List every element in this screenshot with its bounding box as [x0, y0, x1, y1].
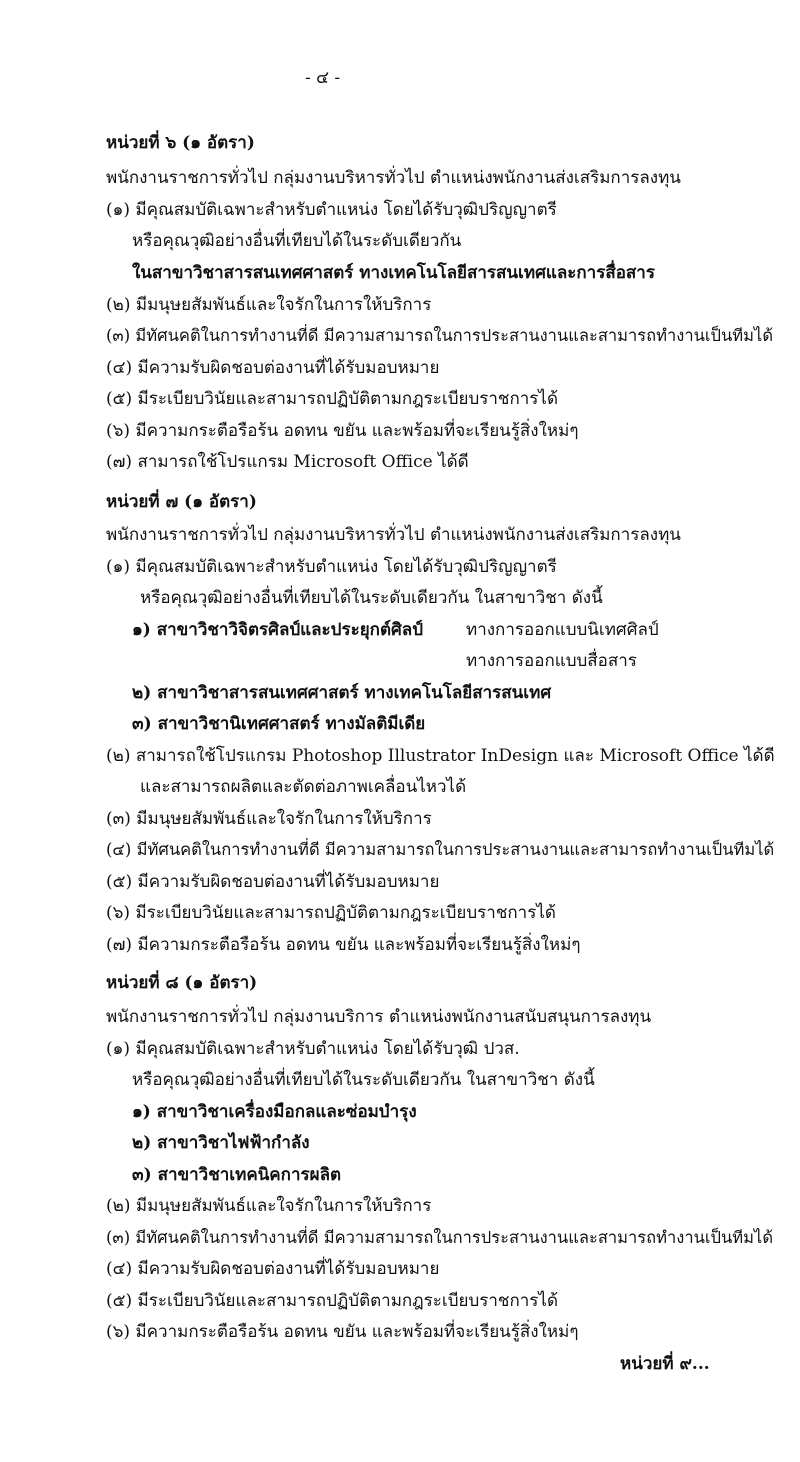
requirement-line: (๖) มีความกระตือรือร้น อดทน ขยัน และพร้อมที่จะเรียนรู้สิ่งใหม่ๆ [106, 1322, 579, 1342]
subject-line: ๓) สาขาวิชาเทคนิคการผลิต [132, 1165, 342, 1185]
section-heading: หน่วยที่ ๖ (๑ อัตรา) [106, 133, 255, 153]
requirement-line: (๖) มีระเบียบวินัยและสามารถปฏิบัติตามกฎระเบียบราชการได้ [106, 903, 556, 923]
requirement-line: หรือคุณวุฒิอย่างอื่นที่เทียบได้ในระดับเดียวกัน ในสาขาวิชา ดังนี้ [140, 588, 603, 608]
requirement-line: (๑) มีคุณสมบัติเฉพาะสำหรับตำแหน่ง โดยได้รับวุฒิปริญญาตรี [106, 200, 557, 220]
subject-line: ๑) สาขาวิชาวิจิตรศิลป์และประยุกต์ศิลป์ [132, 620, 424, 640]
section-heading: หน่วยที่ ๘ (๑ อัตรา) [106, 973, 258, 993]
requirement-line: หรือคุณวุฒิอย่างอื่นที่เทียบได้ในระดับเดียวกัน [132, 231, 462, 251]
requirement-line: (๗) มีความกระตือรือร้น อดทน ขยัน และพร้อมที่จะเรียนรู้สิ่งใหม่ๆ [106, 935, 581, 955]
position-line: พนักงานราชการทั่วไป กลุ่มงานบริการ ตำแหน่งพนักงานสนับสนุนการลงทุน [106, 1007, 652, 1027]
requirement-line: (๕) มีระเบียบวินัยและสามารถปฏิบัติตามกฎระเบียบราชการได้ [106, 389, 559, 409]
subject-track: ทางการออกแบบสื่อสาร [466, 651, 637, 671]
requirement-line: (๑) มีคุณสมบัติเฉพาะสำหรับตำแหน่ง โดยได้รับวุฒิ ปวส. [106, 1039, 520, 1059]
next-page-continuation: หน่วยที่ ๙... [620, 1354, 710, 1374]
requirement-line: (๕) มีระเบียบวินัยและสามารถปฏิบัติตามกฎระเบียบราชการได้ [106, 1291, 559, 1311]
position-line: พนักงานราชการทั่วไป กลุ่มงานบริหารทั่วไป ตำแหน่งพนักงานส่งเสริมการลงทุน [106, 168, 681, 188]
requirement-line: (๕) มีความรับผิดชอบต่องานที่ได้รับมอบหมาย [106, 872, 440, 892]
requirement-line: (๔) มีความรับผิดชอบต่องานที่ได้รับมอบหมาย [106, 358, 440, 378]
subject-track: ทางการออกแบบนิเทศศิลป์ [466, 620, 659, 640]
requirement-line: หรือคุณวุฒิอย่างอื่นที่เทียบได้ในระดับเดียวกัน ในสาขาวิชา ดังนี้ [132, 1070, 595, 1090]
section-heading: หน่วยที่ ๗ (๑ อัตรา) [106, 492, 257, 512]
subject-line: ๓) สาขาวิชานิเทศศาสตร์ ทางมัลติมีเดีย [132, 714, 426, 734]
subject-line: ๒) สาขาวิชาไฟฟ้ากำลัง [132, 1133, 310, 1153]
requirement-line: (๒) มีมนุษยสัมพันธ์และใจรักในการให้บริการ [106, 295, 432, 315]
position-line: พนักงานราชการทั่วไป กลุ่มงานบริหารทั่วไป ตำแหน่งพนักงานส่งเสริมการลงทุน [106, 525, 681, 545]
requirement-line: (๓) มีทัศนคติในการทำงานที่ดี มีความสามารถในการประสานงานและสามารถทำงานเป็นทีมได้ [106, 1228, 774, 1247]
subject-line: ๑) สาขาวิชาเครื่องมือกลและซ่อมบำรุง [132, 1102, 417, 1122]
requirement-line: (๔) มีทัศนคติในการทำงานที่ดี มีความสามารถในการประสานงานและสามารถทำงานเป็นทีมได้ [106, 840, 775, 859]
requirement-line: (๗) สามารถใช้โปรแกรม Microsoft Office ได้ดี [106, 452, 469, 472]
requirement-line: (๑) มีคุณสมบัติเฉพาะสำหรับตำแหน่ง โดยได้รับวุฒิปริญญาตรี [106, 557, 557, 577]
requirement-line: (๔) มีความรับผิดชอบต่องานที่ได้รับมอบหมาย [106, 1259, 440, 1279]
requirement-line: (๓) มีมนุษยสัมพันธ์และใจรักในการให้บริการ [106, 809, 432, 829]
requirement-line: (๖) มีความกระตือรือร้น อดทน ขยัน และพร้อมที่จะเรียนรู้สิ่งใหม่ๆ [106, 421, 579, 441]
page-number: - ๔ - [305, 68, 341, 88]
requirement-line: ในสาขาวิชาสารสนเทศศาสตร์ ทางเทคโนโลยีสารสนเทศและการสื่อสาร [132, 263, 655, 283]
requirement-line: และสามารถผลิตและตัดต่อภาพเคลื่อนไหวได้ [140, 777, 467, 797]
requirement-line: (๒) สามารถใช้โปรแกรม Photoshop Illustrator InDesign และ Microsoft Office ได้ดี [106, 746, 775, 766]
requirement-line: (๒) มีมนุษยสัมพันธ์และใจรักในการให้บริการ [106, 1196, 432, 1216]
subject-line: ๒) สาขาวิชาสารสนเทศศาสตร์ ทางเทคโนโลยีสารสนเทศ [132, 683, 552, 703]
requirement-line: (๓) มีทัศนคติในการทำงานที่ดี มีความสามารถในการประสานงานและสามารถทำงานเป็นทีมได้ [106, 326, 774, 345]
